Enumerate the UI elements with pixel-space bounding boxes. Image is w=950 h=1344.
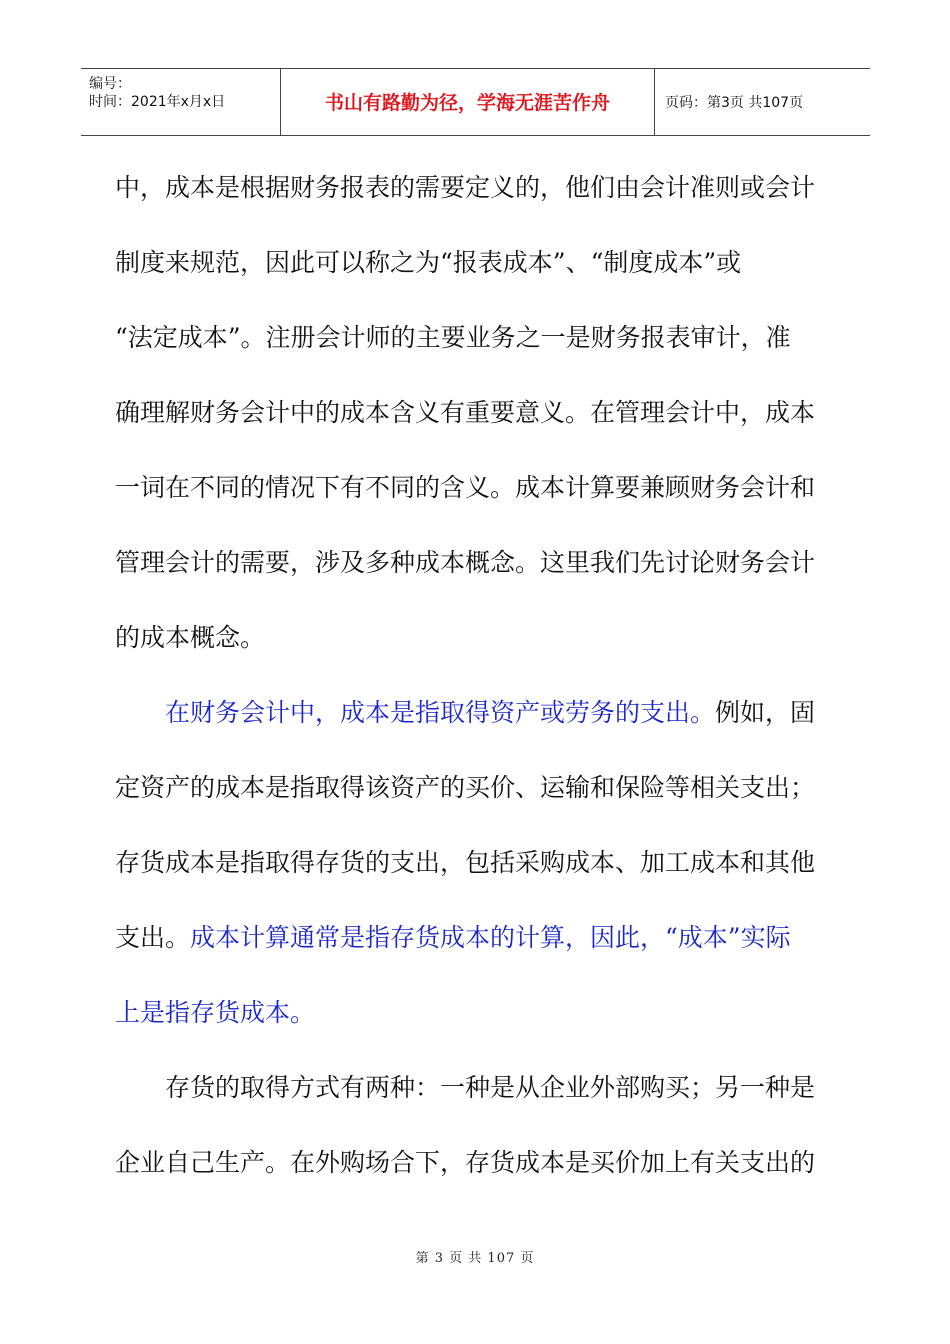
text-segment: 制度来规范，因此可以称之为“报表成本”、“制度成本”或 [115, 248, 742, 277]
text-segment: 存货的取得方式有两种：一种是从企业外部购买；另一种是 [165, 1073, 816, 1102]
text-segment: 支出。 [115, 923, 191, 952]
text-line [115, 525, 840, 600]
text-line [115, 300, 840, 375]
serial-label: 编号： [89, 76, 131, 92]
text-line [115, 225, 840, 300]
text-line [115, 150, 840, 225]
paragraph [115, 675, 840, 1050]
header-page-code: 页码：第3页 共107页 [665, 95, 804, 111]
text-line [115, 1050, 840, 1125]
text-line [115, 1125, 840, 1200]
paragraph [115, 1050, 840, 1200]
paragraph [115, 150, 840, 675]
text-line [115, 750, 840, 825]
time-label: 时间：2021年x月x日 [89, 94, 226, 110]
text-segment: “法定成本”。注册会计师的主要业务之一是财务报表审计，准 [115, 323, 791, 352]
header-motto-cell [281, 69, 655, 135]
text-line [115, 375, 840, 450]
header-page-cell [655, 69, 870, 135]
text-segment: 存货成本是指取得存货的支出，包括采购成本、加工成本和其他 [115, 848, 816, 877]
text-segment: 一词在不同的情况下有不同的含义。成本计算要兼顾财务会计和 [115, 473, 816, 502]
highlighted-text: 在财务会计中，成本是指取得资产或劳务的支出。 [165, 698, 716, 727]
text-line [115, 675, 840, 750]
header-info-cell [81, 69, 281, 135]
text-segment: 确理解财务会计中的成本含义有重要意义。在管理会计中，成本 [115, 398, 816, 427]
text-line [115, 600, 840, 675]
text-segment: 管理会计的需要，涉及多种成本概念。这里我们先讨论财务会计 [115, 548, 816, 577]
text-segment: 中，成本是根据财务报表的需要定义的，他们由会计准则或会计 [115, 173, 816, 202]
text-line [115, 900, 840, 975]
document-body [115, 150, 840, 1200]
text-segment: 企业自己生产。在外购场合下，存货成本是买价加上有关支出的 [115, 1148, 816, 1177]
text-line [115, 975, 840, 1050]
highlighted-text: 上是指存货成本。 [115, 998, 316, 1027]
page-header [81, 68, 870, 136]
text-segment: 例如，固 [715, 698, 816, 727]
text-segment: 定资产的成本是指取得该资产的买价、运输和保险等相关支出； [115, 773, 816, 802]
header-motto: 书山有路勤为径，学海无涯苦作舟 [324, 91, 610, 114]
highlighted-text: 成本计算通常是指存货成本的计算，因此，“成本”实际 [190, 923, 791, 952]
text-line [115, 825, 840, 900]
page-footer: 第 3 页 共 107 页 [415, 1251, 535, 1266]
text-line [115, 450, 840, 525]
text-segment: 的成本概念。 [115, 623, 266, 652]
